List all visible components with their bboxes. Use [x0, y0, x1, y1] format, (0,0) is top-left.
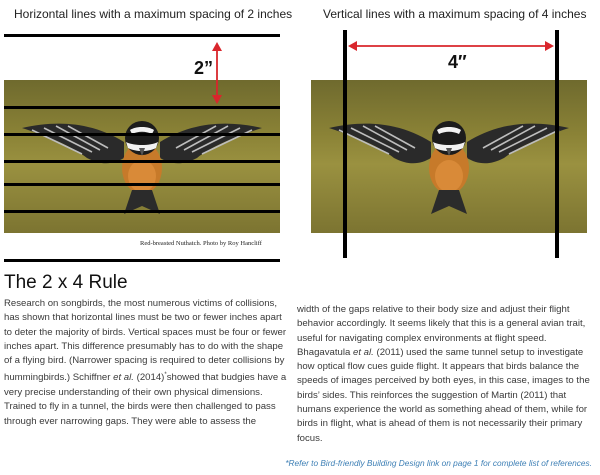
section-title: The 2 x 4 Rule	[4, 272, 128, 293]
bird-illustration	[311, 80, 587, 233]
horizontal-dimension-arrow	[348, 39, 554, 53]
horizontal-line-bottom	[4, 259, 280, 262]
right-bird-photo	[311, 80, 587, 233]
vertical-dimension-label: 2”	[194, 58, 214, 78]
col1-footnote-marker: *	[164, 372, 167, 379]
col1-year: (2014)	[133, 372, 165, 384]
vertical-line-left	[343, 30, 347, 258]
horizontal-line-5	[4, 210, 280, 213]
left-figure	[4, 28, 280, 263]
right-figure	[311, 30, 591, 262]
left-figure-caption: Horizontal lines with a maximum spacing of 2 inches	[14, 7, 293, 21]
horizontal-line-top	[4, 34, 280, 37]
horizontal-line-4	[4, 183, 280, 186]
col1-text-2: showed that budgies have a very precise understanding of their own physical dimensions. Trained to fly in a tunnel, the birds were then challenged to pass through ever narrowing gaps. They were able to assess the	[4, 372, 287, 427]
horizontal-dimension-label: 4″	[448, 52, 467, 72]
col2-text-2: (2011) used the same tunnel setup to investigate how optical flow cues guide flight. It appears that birds balance the speeds of images perceived by both eyes, in this case, images to the birds’ sides. This reinforces the suggestion of Martin (2011) that humans experience the world as something ahead of them, while for birds in flight, what is ahead of them is not necessarily their primary focus.	[297, 346, 590, 444]
body-column-2	[297, 303, 594, 446]
horizontal-line-3	[4, 160, 280, 163]
photo-credit: Red-breasted Nuthatch. Photo by Roy Hancliff	[140, 240, 262, 247]
horizontal-line-2	[4, 133, 280, 136]
col2-etal: et al.	[353, 346, 374, 358]
horizontal-line-1	[4, 106, 280, 109]
references-footnote: *Refer to Bird-friendly Building Design link on page 1 for complete list of references.	[285, 458, 592, 468]
body-column-1	[4, 297, 287, 429]
col1-text-1: Research on songbirds, the most numerous victims of collisions, has shown that horizontal lines must be two or fewer inches apart to deter the majority of birds. Vertical spaces must be four or fewer inches apart. This difference presumably has to do with the shape of a flying bird. (Narrower spacing is required to deter collisions by hummingbirds.) Schiffner	[4, 298, 287, 384]
col1-etal: et al.	[113, 372, 134, 384]
vertical-line-right	[555, 30, 559, 258]
right-figure-caption: Vertical lines with a maximum spacing of 4 inches	[323, 7, 587, 21]
col2-text-1: width of the gaps relative to their body size and adjust their flight behavior accordingly. It seems likely that this is a general avian trait, useful for navigating complex environments at flight speed. Bhagavatula	[297, 304, 586, 358]
